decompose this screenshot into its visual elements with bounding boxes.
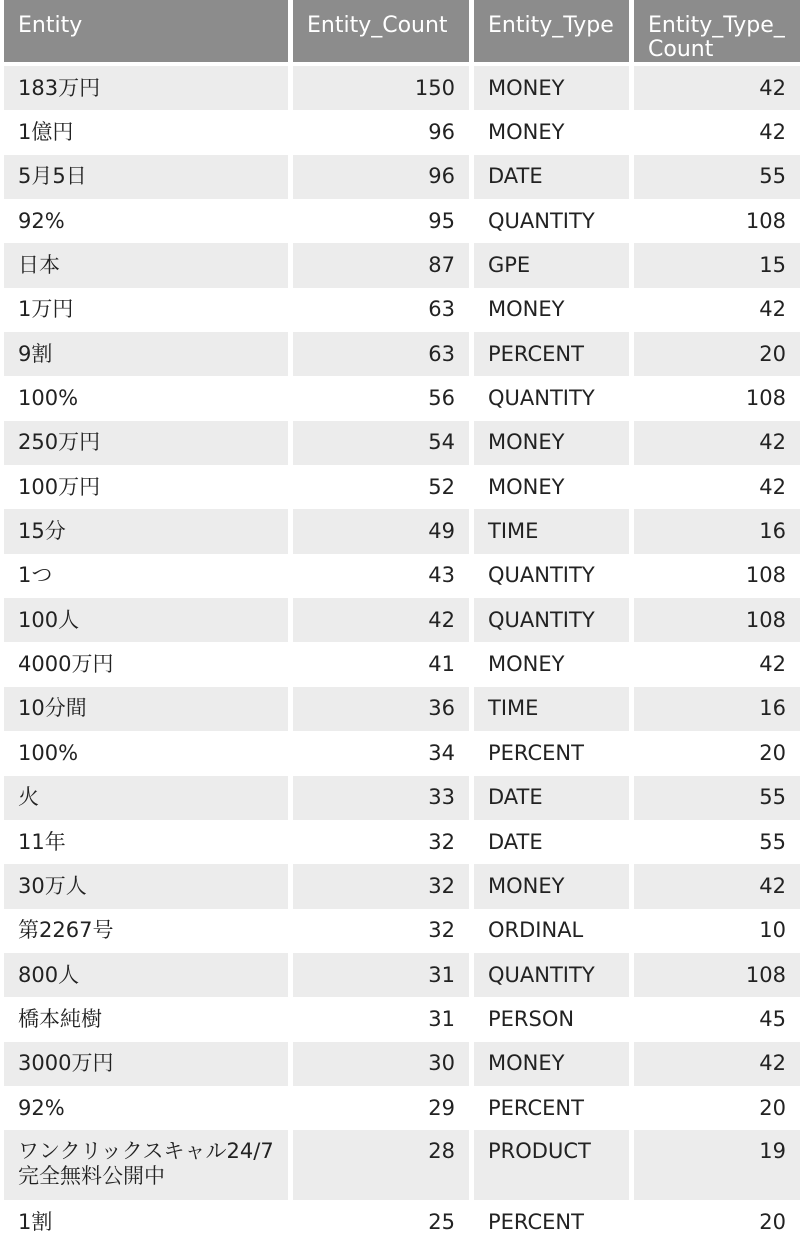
table-row bbox=[4, 155, 800, 199]
entity-type-cell: QUANTITY bbox=[474, 554, 629, 598]
table-row bbox=[4, 1086, 800, 1130]
table-row bbox=[4, 1130, 800, 1200]
entity-type-cell: QUANTITY bbox=[474, 953, 629, 997]
entity-cell: 30万人 bbox=[4, 864, 288, 908]
table-row bbox=[4, 199, 800, 243]
entity-type-count-cell: 108 bbox=[634, 598, 800, 642]
entity-cell: 1つ bbox=[4, 554, 288, 598]
entity-count-cell: 150 bbox=[293, 66, 469, 110]
entity-cell: 250万円 bbox=[4, 421, 288, 465]
table-body bbox=[4, 66, 800, 1245]
table-row bbox=[4, 953, 800, 997]
entity-type-cell: GPE bbox=[474, 243, 629, 287]
entity-type-cell: MONEY bbox=[474, 1042, 629, 1086]
entity-cell: 15分 bbox=[4, 509, 288, 553]
entity-type-count-cell: 42 bbox=[634, 110, 800, 154]
entity-count-cell: 43 bbox=[293, 554, 469, 598]
entity-type-count-cell: 108 bbox=[634, 554, 800, 598]
entity-type-count-cell: 108 bbox=[634, 199, 800, 243]
header-row bbox=[4, 0, 800, 62]
entity-type-count-cell: 10 bbox=[634, 909, 800, 953]
entity-type-cell: MONEY bbox=[474, 110, 629, 154]
entity-count-cell: 30 bbox=[293, 1042, 469, 1086]
entity-type-count-cell: 42 bbox=[634, 66, 800, 110]
entity-cell: 火 bbox=[4, 776, 288, 820]
entity-count-cell: 96 bbox=[293, 155, 469, 199]
entity-cell: 1億円 bbox=[4, 110, 288, 154]
table-row bbox=[4, 288, 800, 332]
entity-type-count-cell: 45 bbox=[634, 997, 800, 1041]
entity-count-cell: 49 bbox=[293, 509, 469, 553]
entity-count-cell: 96 bbox=[293, 110, 469, 154]
table-row bbox=[4, 864, 800, 908]
table-row bbox=[4, 731, 800, 775]
entity-type-cell: MONEY bbox=[474, 465, 629, 509]
entity-cell: 1万円 bbox=[4, 288, 288, 332]
entity-count-cell: 95 bbox=[293, 199, 469, 243]
entity-cell: 5月5日 bbox=[4, 155, 288, 199]
table-row bbox=[4, 332, 800, 376]
entity-cell: 10分間 bbox=[4, 687, 288, 731]
table-row bbox=[4, 997, 800, 1041]
entity-type-cell: MONEY bbox=[474, 66, 629, 110]
header-entity-count[interactable]: Entity_Count bbox=[293, 0, 469, 62]
entity-type-cell: QUANTITY bbox=[474, 376, 629, 420]
table-row bbox=[4, 776, 800, 820]
entity-type-count-cell: 55 bbox=[634, 776, 800, 820]
entity-type-cell: PERSON bbox=[474, 997, 629, 1041]
table-row bbox=[4, 598, 800, 642]
entity-cell: 第2267号 bbox=[4, 909, 288, 953]
entity-type-cell: PERCENT bbox=[474, 1086, 629, 1130]
entity-count-cell: 33 bbox=[293, 776, 469, 820]
table-row bbox=[4, 243, 800, 287]
table-row bbox=[4, 465, 800, 509]
table-row bbox=[4, 1042, 800, 1086]
table-row bbox=[4, 110, 800, 154]
entity-cell: 100% bbox=[4, 376, 288, 420]
entity-count-cell: 54 bbox=[293, 421, 469, 465]
entity-type-cell: TIME bbox=[474, 687, 629, 731]
entity-count-cell: 34 bbox=[293, 731, 469, 775]
entity-type-cell: DATE bbox=[474, 155, 629, 199]
entity-type-count-cell: 108 bbox=[634, 376, 800, 420]
entity-cell: 92% bbox=[4, 199, 288, 243]
entity-count-cell: 87 bbox=[293, 243, 469, 287]
entity-count-cell: 32 bbox=[293, 864, 469, 908]
header-entity-type-count[interactable]: Entity_Type_ Count bbox=[634, 0, 800, 62]
entity-type-cell: MONEY bbox=[474, 421, 629, 465]
entity-type-count-cell: 42 bbox=[634, 421, 800, 465]
entity-count-cell: 31 bbox=[293, 997, 469, 1041]
entity-type-count-cell: 16 bbox=[634, 687, 800, 731]
entity-type-cell: PERCENT bbox=[474, 1200, 629, 1244]
entity-type-count-cell: 42 bbox=[634, 288, 800, 332]
entity-type-count-cell: 108 bbox=[634, 953, 800, 997]
entity-count-cell: 32 bbox=[293, 820, 469, 864]
entity-type-cell: DATE bbox=[474, 820, 629, 864]
entity-cell: ワンクリックスキャル24/7 完全無料公開中 bbox=[4, 1130, 288, 1200]
table-row bbox=[4, 554, 800, 598]
header-entity[interactable]: Entity bbox=[4, 0, 288, 62]
entity-type-count-cell: 42 bbox=[634, 864, 800, 908]
entity-type-cell: QUANTITY bbox=[474, 598, 629, 642]
entity-type-count-cell: 42 bbox=[634, 465, 800, 509]
entity-count-cell: 28 bbox=[293, 1130, 469, 1200]
entity-cell: 1割 bbox=[4, 1200, 288, 1244]
entity-type-cell: MONEY bbox=[474, 288, 629, 332]
entity-type-count-cell: 20 bbox=[634, 332, 800, 376]
table-row bbox=[4, 687, 800, 731]
entity-type-count-cell: 20 bbox=[634, 1200, 800, 1244]
entity-type-cell: ORDINAL bbox=[474, 909, 629, 953]
entity-type-count-cell: 20 bbox=[634, 731, 800, 775]
entity-count-cell: 52 bbox=[293, 465, 469, 509]
table-row bbox=[4, 909, 800, 953]
table-row bbox=[4, 1200, 800, 1244]
entity-count-cell: 29 bbox=[293, 1086, 469, 1130]
table-row bbox=[4, 509, 800, 553]
entity-type-count-cell: 42 bbox=[634, 1042, 800, 1086]
entity-count-cell: 32 bbox=[293, 909, 469, 953]
entity-cell: 800人 bbox=[4, 953, 288, 997]
entity-type-count-cell: 15 bbox=[634, 243, 800, 287]
entity-count-cell: 25 bbox=[293, 1200, 469, 1244]
entity-type-cell: PRODUCT bbox=[474, 1130, 629, 1200]
entity-type-count-cell: 55 bbox=[634, 155, 800, 199]
entity-type-cell: QUANTITY bbox=[474, 199, 629, 243]
entity-count-cell: 42 bbox=[293, 598, 469, 642]
table-row bbox=[4, 66, 800, 110]
entity-type-cell: DATE bbox=[474, 776, 629, 820]
entity-count-cell: 36 bbox=[293, 687, 469, 731]
entity-type-cell: MONEY bbox=[474, 642, 629, 686]
entity-type-count-cell: 19 bbox=[634, 1130, 800, 1200]
entity-cell: 橋本純樹 bbox=[4, 997, 288, 1041]
table-row bbox=[4, 421, 800, 465]
entity-count-cell: 41 bbox=[293, 642, 469, 686]
entity-count-cell: 56 bbox=[293, 376, 469, 420]
entity-cell: 100万円 bbox=[4, 465, 288, 509]
entity-type-count-cell: 20 bbox=[634, 1086, 800, 1130]
entity-type-count-cell: 16 bbox=[634, 509, 800, 553]
entity-cell: 100% bbox=[4, 731, 288, 775]
entity-type-cell: PERCENT bbox=[474, 731, 629, 775]
entity-count-cell: 63 bbox=[293, 288, 469, 332]
header-entity-type[interactable]: Entity_Type bbox=[474, 0, 629, 62]
entity-type-cell: TIME bbox=[474, 509, 629, 553]
entity-cell: 11年 bbox=[4, 820, 288, 864]
table-row bbox=[4, 642, 800, 686]
entity-type-count-cell: 55 bbox=[634, 820, 800, 864]
table-row bbox=[4, 376, 800, 420]
entity-cell: 100人 bbox=[4, 598, 288, 642]
entity-type-cell: MONEY bbox=[474, 864, 629, 908]
entity-cell: 183万円 bbox=[4, 66, 288, 110]
entity-count-cell: 31 bbox=[293, 953, 469, 997]
entity-cell: 4000万円 bbox=[4, 642, 288, 686]
entity-cell: 3000万円 bbox=[4, 1042, 288, 1086]
entity-type-cell: PERCENT bbox=[474, 332, 629, 376]
table-row bbox=[4, 820, 800, 864]
entity-count-cell: 63 bbox=[293, 332, 469, 376]
entity-type-count-cell: 42 bbox=[634, 642, 800, 686]
entity-cell: 92% bbox=[4, 1086, 288, 1130]
entity-cell: 9割 bbox=[4, 332, 288, 376]
entity-cell: 日本 bbox=[4, 243, 288, 287]
